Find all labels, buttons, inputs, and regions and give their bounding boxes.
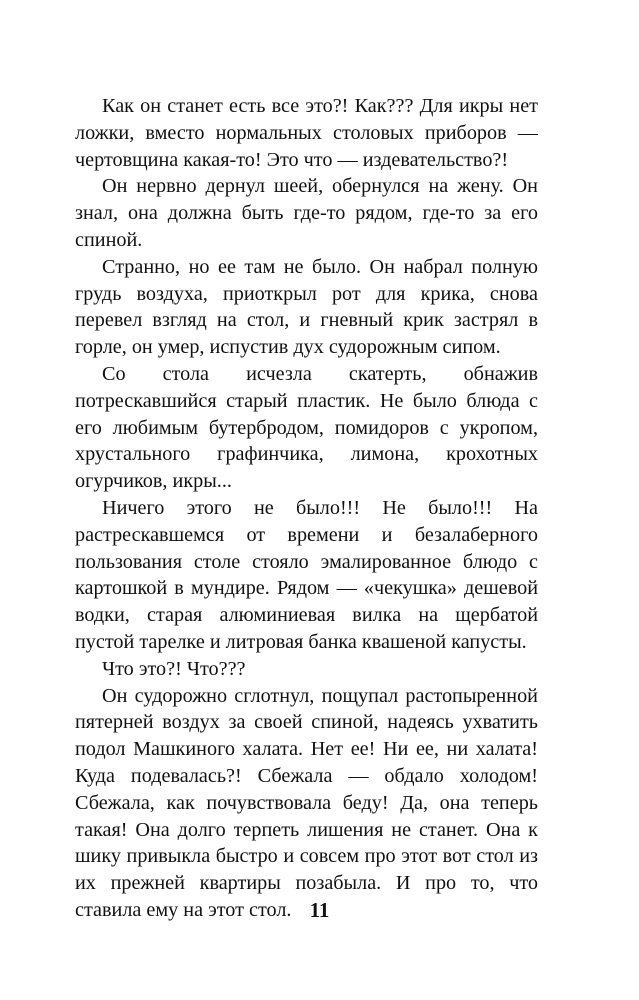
paragraph: Как он станет есть все это?! Как??? Для икры нет ложки, вместо нормальных столовых приборов — чертовщина какая-то! Это что — издевательство?!	[75, 95, 538, 171]
paragraph: Он нервно дернул шеей, обернулся на жену. Он знал, она должна быть где-то рядом, где-то за его спиной.	[75, 175, 538, 251]
paragraph: Он судорожно сглотнул, пощупал растопыренной пятерней воздух за своей спиной, надеясь ухватить подол Машкиного халата. Нет ее! Ни ее, ни халата! Куда подевалась?! Сбежала — обдало холодом! Сбежала, как почувствовала беду! Да, она теперь такая! Она долго терпеть лишения не станет. Она к шику привыкла быстро и совсем про этот вот стол из их прежней квартиры позабыла. И про то, что ставила ему на этот стол.	[75, 684, 538, 921]
paragraph: Странно, но ее там не было. Он набрал полную грудь воздуха, приоткрыл рот для крика, снова перевел взгляд на стол, и гневный крик застрял в горле, он умер, испустив дух судорожным сипом.	[75, 255, 538, 359]
paragraph: Что это?! Что???	[102, 657, 246, 680]
paragraph: Со стола исчезла скатерть, обнажив потрескавшийся старый пластик. Не было блюда с его любимым бутербродом, помидоров с укропом, хрустального графинчика, лимона, крохотных огурчиков, икры...	[75, 362, 538, 493]
page-number: 11	[309, 898, 330, 922]
body-text	[75, 93, 538, 924]
paragraph: Ничего этого не было!!! Не было!!! На растрескавшемся от времени и безалаберного пользования столе стояло эмалированное блюдо с картошкой в мундире. Рядом — «чекушка» дешевой водки, старая алюминиевая вилка на щербатой пустой тарелке и литровая банка квашеной капусты.	[75, 496, 538, 653]
